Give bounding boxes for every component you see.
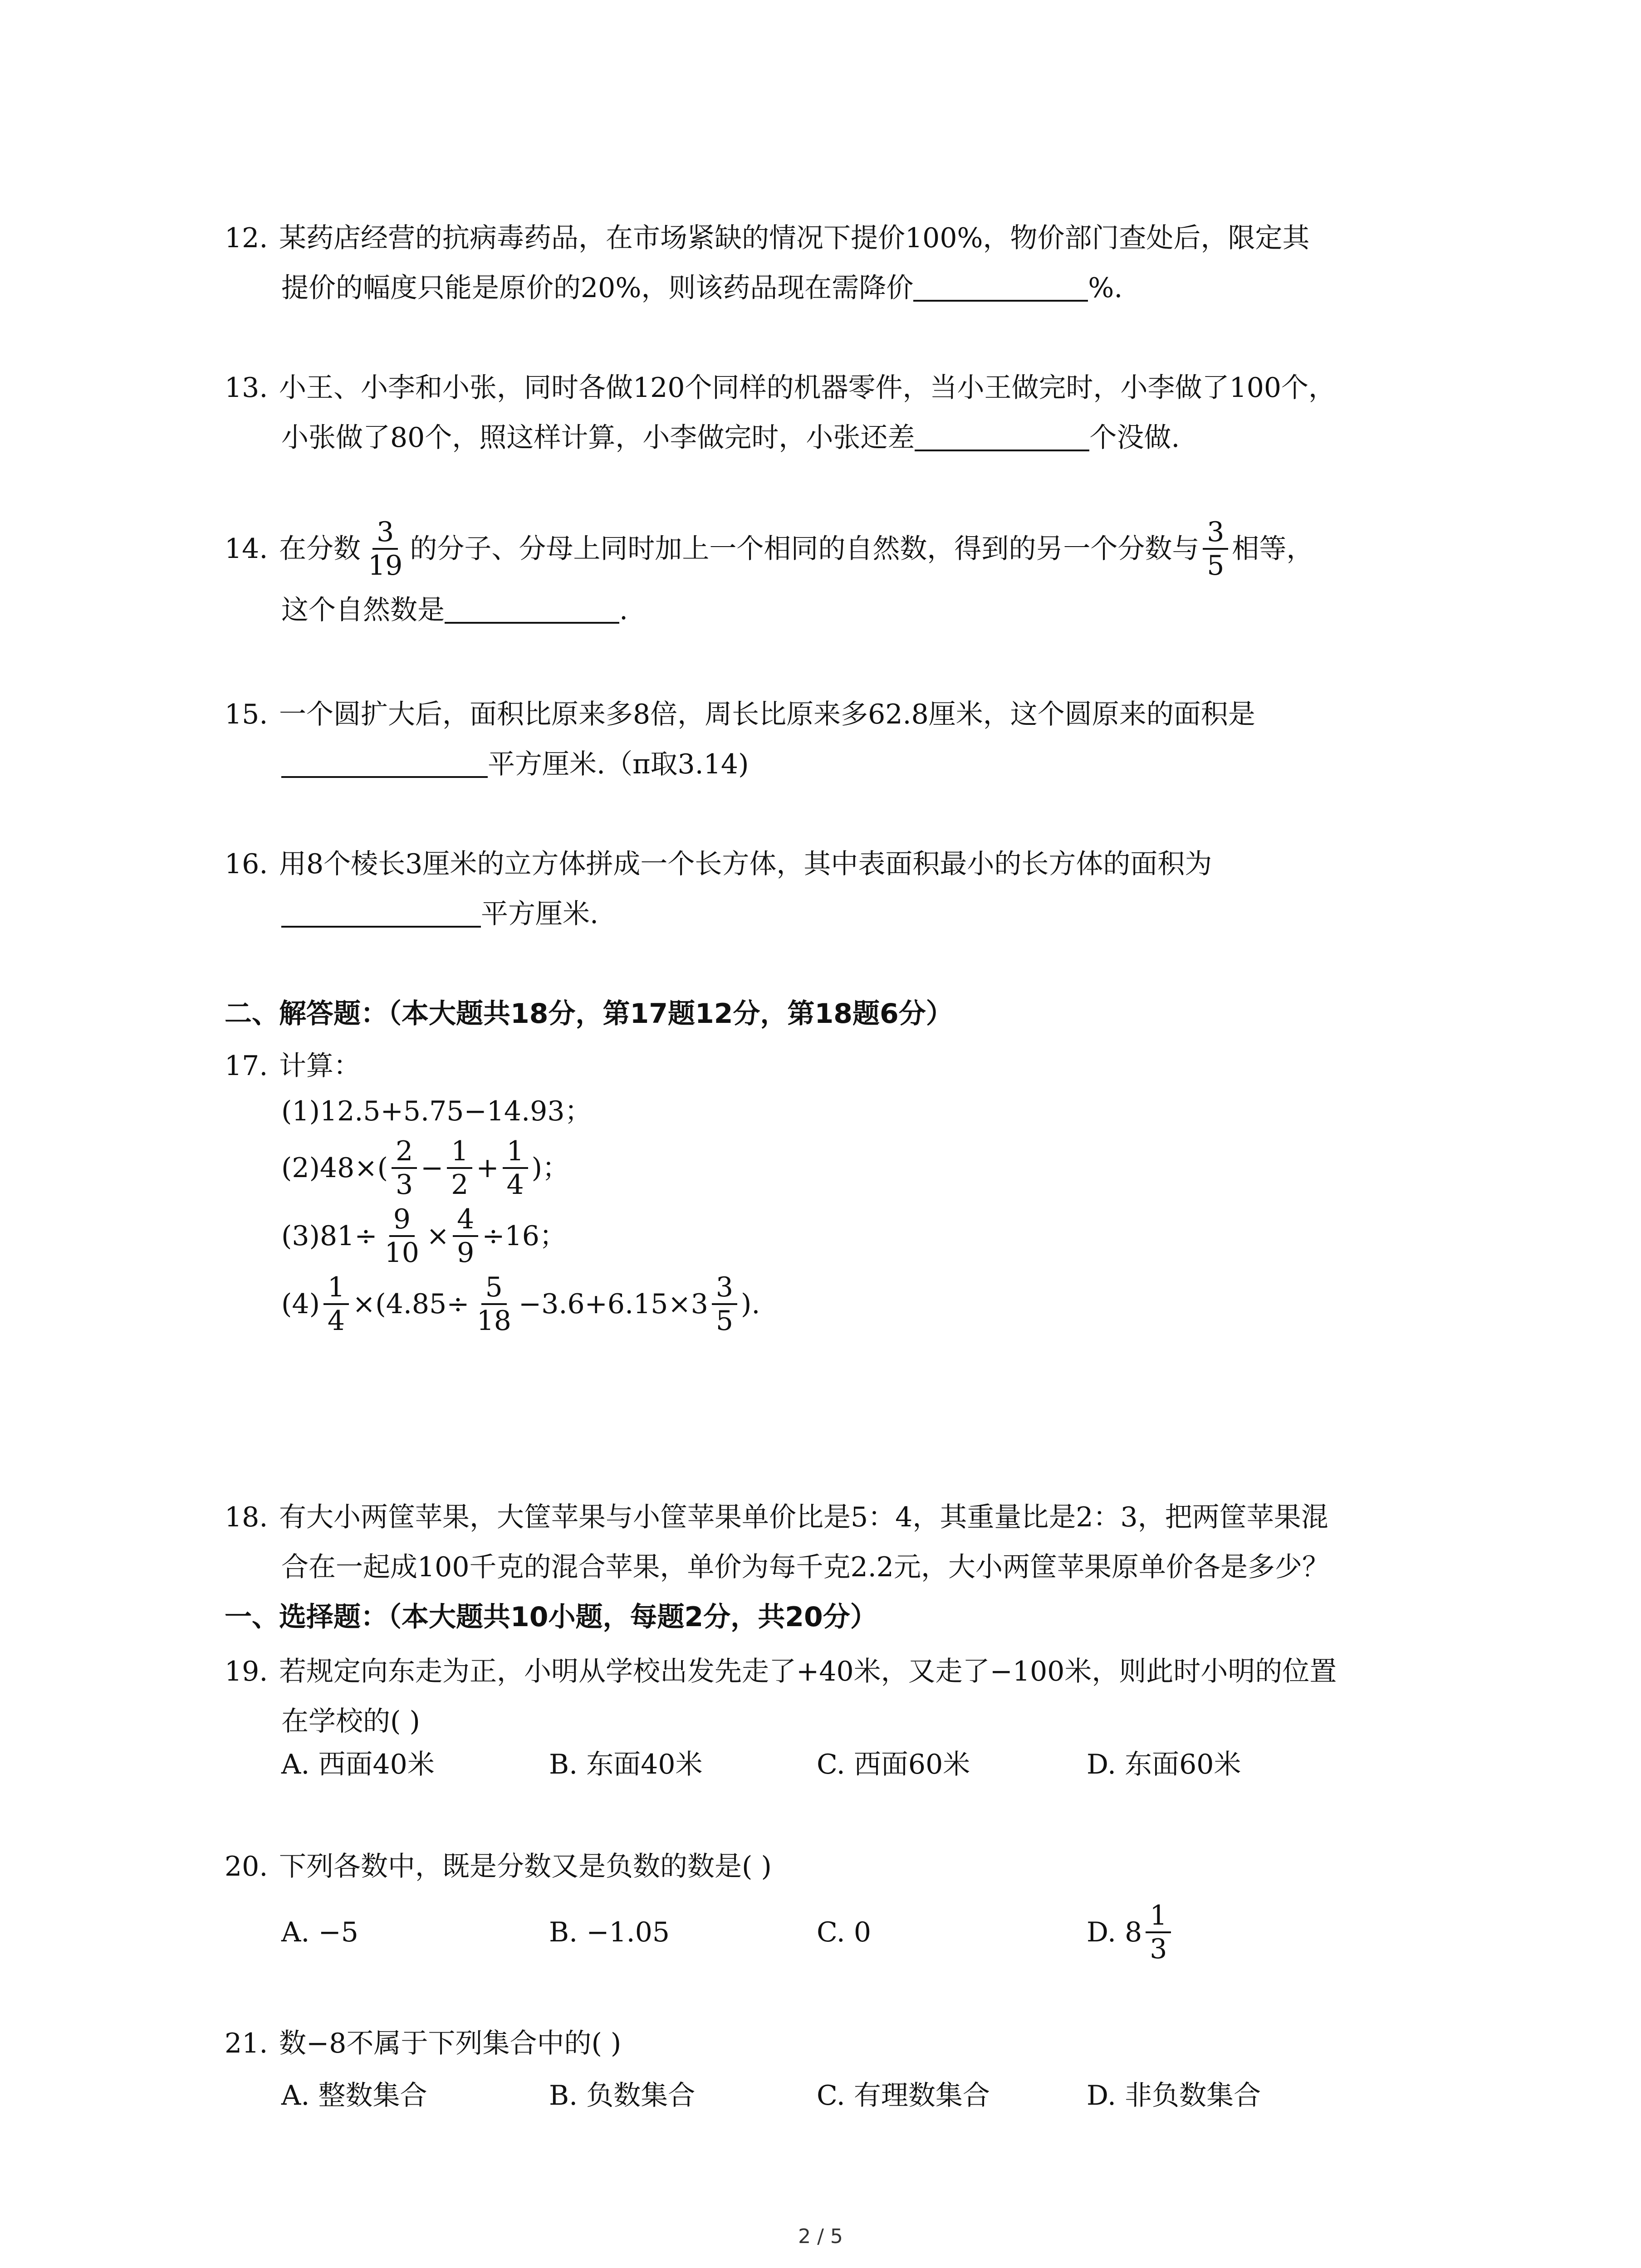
question-text: 合在一起成100千克的混合苹果，单价为每千克2.2元，大小两筐苹果原单价各是多少？ xyxy=(281,1551,1329,1583)
question-text: 小王、小李和小张，同时各做120个同样的机器零件，当小王做完时，小李做了100个， xyxy=(279,372,1336,404)
fraction: $\frac{3}{5}$ xyxy=(712,1271,737,1337)
question-number: 21. xyxy=(225,2028,268,2059)
option-d[interactable] xyxy=(1087,1896,1175,1969)
option-c[interactable]: C. 有理数集合 xyxy=(817,2080,990,2112)
option-a[interactable]: A. 整数集合 xyxy=(281,2080,427,2112)
option-a[interactable]: A. 西面40米 xyxy=(281,1749,435,1780)
question-number: 19. xyxy=(225,1656,268,1687)
operator: − xyxy=(421,1152,444,1184)
expression-4-part: ). xyxy=(740,1288,760,1320)
question-text: 小张做了80个，照这样计算，小李做完时，小张还差 xyxy=(281,422,915,454)
option-c[interactable]: C. 0 xyxy=(817,1916,872,1948)
option-d[interactable]: D. 非负数集合 xyxy=(1087,2080,1261,2112)
question-number: 14. xyxy=(225,533,268,565)
option-b[interactable]: B. −1.05 xyxy=(549,1916,670,1948)
question-text: 下列各数中，既是分数又是负数的数是( ) xyxy=(279,1851,772,1882)
expression-4-part: (4) xyxy=(281,1288,320,1320)
question-text: 用8个棱长3厘米的立方体拼成一个长方体，其中表面积最小的长方体的面积为 xyxy=(279,848,1212,880)
answer-blank[interactable] xyxy=(445,596,619,624)
expression-1: (1)12.5+5.75−14.93； xyxy=(281,1095,592,1127)
operator: + xyxy=(476,1152,499,1184)
operator: × xyxy=(426,1220,450,1252)
question-number: 20. xyxy=(225,1851,268,1882)
question-number: 12. xyxy=(225,222,268,254)
expression-3-part: (3)81÷ xyxy=(281,1220,377,1252)
option-b[interactable]: B. 东面40米 xyxy=(549,1749,703,1780)
expression-4-part: −3.6+6.15×3 xyxy=(518,1288,708,1320)
fraction: $\frac{4}{9}$ xyxy=(453,1203,478,1269)
fraction: $\frac{2}{3}$ xyxy=(392,1135,417,1201)
question-text: 有大小两筐苹果，大筐苹果与小筐苹果单价比是5：4，其重量比是2：3，把两筐苹果混 xyxy=(279,1501,1328,1533)
question-text: 这个自然数是 xyxy=(281,594,445,626)
question-text: 在学校的( ) xyxy=(281,1706,420,1737)
answer-blank[interactable] xyxy=(913,274,1088,302)
question-text: 某药店经营的抗病毒药品，在市场紧缺的情况下提价100%，物价部门查处后，限定其 xyxy=(279,222,1310,254)
question-text: %. xyxy=(1088,272,1123,304)
question-text: 计算： xyxy=(279,1050,361,1082)
fraction: $\frac{1}{3}$ xyxy=(1146,1900,1171,1965)
fraction: $\frac{5}{18}$ xyxy=(476,1271,511,1337)
expression-2-part: (2)48×( xyxy=(281,1152,388,1184)
expression-3-part: ÷16； xyxy=(482,1220,567,1252)
option-b[interactable]: B. 负数集合 xyxy=(549,2080,696,2112)
option-d[interactable]: D. 东面60米 xyxy=(1087,1749,1241,1780)
answer-blank[interactable] xyxy=(281,900,481,928)
expression-2-part: )； xyxy=(531,1152,570,1184)
question-text: 一个圆扩大后，面积比原来多8倍，周长比原来多62.8厘米，这个圆原来的面积是 xyxy=(279,699,1255,730)
answer-blank[interactable] xyxy=(281,751,488,778)
fraction: $\frac{3}{5}$ xyxy=(1203,516,1228,582)
question-number: 15. xyxy=(225,699,268,730)
expression-4-part: ×(4.85÷ xyxy=(353,1288,470,1320)
fraction: $\frac{1}{2}$ xyxy=(447,1135,472,1201)
question-number: 17. xyxy=(225,1050,268,1082)
option-a[interactable]: A. −5 xyxy=(281,1916,358,1948)
answer-blank[interactable] xyxy=(915,424,1089,451)
question-text: . xyxy=(619,594,628,626)
question-text: 若规定向东走为正，小明从学校出发先走了+40米，又走了−100米，则此时小明的位置 xyxy=(279,1656,1337,1687)
question-number: 13. xyxy=(225,372,268,404)
question-number: 18. xyxy=(225,1501,268,1533)
question-text: 个没做. xyxy=(1089,422,1180,454)
question-text: 平方厘米.（π取3.14) xyxy=(488,748,749,780)
question-text: 在分数 xyxy=(279,533,361,565)
question-text: 数−8不属于下列集合中的( ) xyxy=(279,2028,622,2059)
question-text: 提价的幅度只能是原价的20%，则该药品现在需降价 xyxy=(281,272,914,304)
section-heading-2: 二、解答题：（本大题共18分，第17题12分，第18题6分） xyxy=(225,998,953,1030)
fraction: $\frac{9}{10}$ xyxy=(384,1203,419,1269)
option-d-text: D. 8 xyxy=(1087,1916,1142,1948)
section-heading-1: 一、选择题：（本大题共10小题，每题2分，共20分） xyxy=(225,1601,877,1633)
page-number: 2 / 5 xyxy=(798,2225,843,2248)
question-number: 16. xyxy=(225,848,268,880)
fraction: $\frac{1}{4}$ xyxy=(323,1271,349,1337)
question-text: 的分子、分母上同时加上一个相同的自然数，得到的另一个分数与 xyxy=(410,533,1200,565)
fraction: $\frac{1}{4}$ xyxy=(503,1135,528,1201)
question-text: 平方厘米. xyxy=(481,898,599,930)
question-text: 相等， xyxy=(1232,533,1314,565)
option-c[interactable]: C. 西面60米 xyxy=(817,1749,970,1780)
fraction: $\frac{3}{19}$ xyxy=(368,516,403,582)
